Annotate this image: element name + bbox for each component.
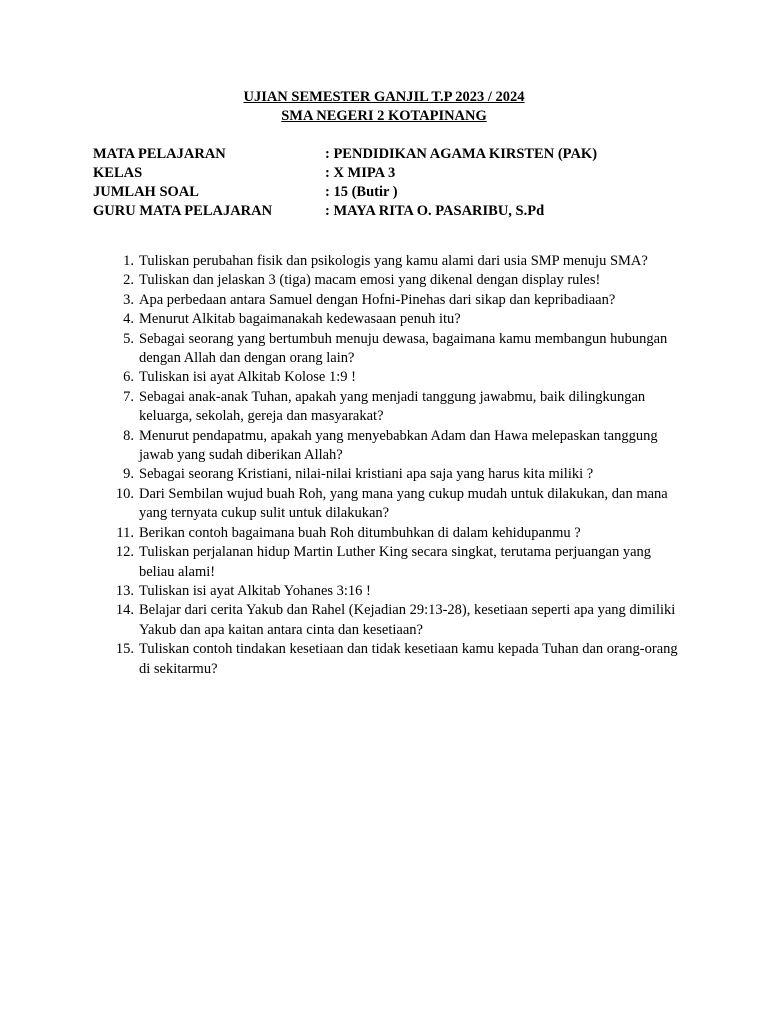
question-text: Menurut Alkitab bagaimanakah kedewasaan penuh itu?: [139, 311, 461, 328]
question-text: Tuliskan contoh tindakan kesetiaan dan tidak kesetiaan kamu kepada Tuhan dan orang-orang di sekitarmu?: [139, 641, 678, 677]
question-number: 9.: [123, 466, 134, 483]
question-number: 8.: [123, 427, 134, 444]
question-item: [93, 368, 683, 387]
question-text: Dari Sembilan wujud buah Roh, yang mana yang cukup mudah untuk dilakukan, dan mana yang ternyata cukup sulit untuk dilakukan?: [139, 485, 668, 522]
exam-title: UJIAN SEMESTER GANJIL T.P 2023 / 2024: [243, 89, 525, 105]
question-item: [93, 582, 683, 601]
info-label: GURU MATA PELAJARAN: [93, 203, 273, 219]
school-name: SMA NEGERI 2 KOTAPINANG: [281, 108, 487, 124]
info-label: KELAS: [93, 165, 143, 181]
question-number: 3.: [123, 291, 134, 308]
question-item: [93, 543, 683, 582]
question-item: [93, 271, 683, 290]
info-value: : MAYA RITA O. PASARIBU, S.Pd: [325, 203, 545, 219]
question-item: [93, 310, 683, 329]
info-value: : 15 (Butir ): [325, 184, 398, 200]
question-text: Apa perbedaan antara Samuel dengan Hofni-Pinehas dari sikap dan kepribadiaan?: [139, 291, 616, 308]
question-number: 11.: [116, 524, 134, 541]
question-text: Tuliskan isi ayat Alkitab Kolose 1:9 !: [139, 369, 356, 386]
question-number: 1.: [123, 253, 134, 269]
info-value: : X MIPA 3: [325, 165, 396, 181]
question-text: Belajar dari cerita Yakub dan Rahel (Kejadian 29:13-28), kesetiaan seperti apa yang dimiliki Yakub dan apa kaitan antara cinta dan kesetiaan?: [139, 602, 676, 638]
question-number: 4.: [123, 311, 134, 328]
question-number: 7.: [123, 388, 134, 405]
question-number: 6.: [123, 369, 134, 386]
question-text: Menurut pendapatmu, apakah yang menyebabkan Adam dan Hawa melepaskan tanggung jawab yang sudah diberikan Allah?: [139, 427, 658, 464]
question-item: [93, 427, 683, 466]
question-list: [93, 252, 683, 679]
question-item: [93, 330, 683, 369]
question-number: 10.: [115, 485, 134, 502]
question-number: 2.: [123, 272, 134, 289]
question-text: Sebagai seorang Kristiani, nilai-nilai kristiani apa saja yang harus kita miliki ?: [139, 466, 594, 483]
question-text: Tuliskan dan jelaskan 3 (tiga) macam emosi yang dikenal dengan display rules!: [139, 272, 601, 289]
question-item: [93, 291, 683, 310]
question-item: [93, 388, 683, 427]
info-label: JUMLAH SOAL: [93, 184, 199, 200]
question-text: Sebagai seorang yang bertumbuh menuju dewasa, bagaimana kamu membangun hubungan dengan Allah dan dengan orang lain?: [139, 330, 668, 367]
question-text: Tuliskan isi ayat Alkitab Yohanes 3:16 !: [139, 582, 371, 599]
info-label: MATA PELAJARAN: [93, 146, 226, 162]
question-number: 12.: [115, 544, 134, 561]
question-text: Berikan contoh bagaimana buah Roh ditumbuhkan di dalam kehidupanmu ?: [139, 524, 581, 541]
question-item: [93, 524, 683, 543]
question-text: Sebagai anak-anak Tuhan, apakah yang menjadi tanggung jawabmu, baik dilingkungan keluarga, sekolah, gereja dan masyarakat?: [139, 388, 646, 425]
question-item: [93, 465, 683, 484]
question-number: 14.: [115, 602, 134, 619]
question-number: 5.: [123, 330, 134, 347]
info-value: : PENDIDIKAN AGAMA KIRSTEN (PAK): [325, 146, 598, 162]
question-number: 13.: [115, 582, 134, 599]
question-item: [93, 252, 683, 271]
question-text: Tuliskan perjalanan hidup Martin Luther King secara singkat, terutama perjuangan yang beliau alami!: [139, 544, 652, 580]
question-item: [93, 485, 683, 524]
question-item: [93, 601, 683, 640]
question-item: [93, 640, 683, 679]
question-text: Tuliskan perubahan fisik dan psikologis yang kamu alami dari usia SMP menuju SMA?: [139, 253, 648, 269]
question-number: 15.: [115, 641, 134, 658]
